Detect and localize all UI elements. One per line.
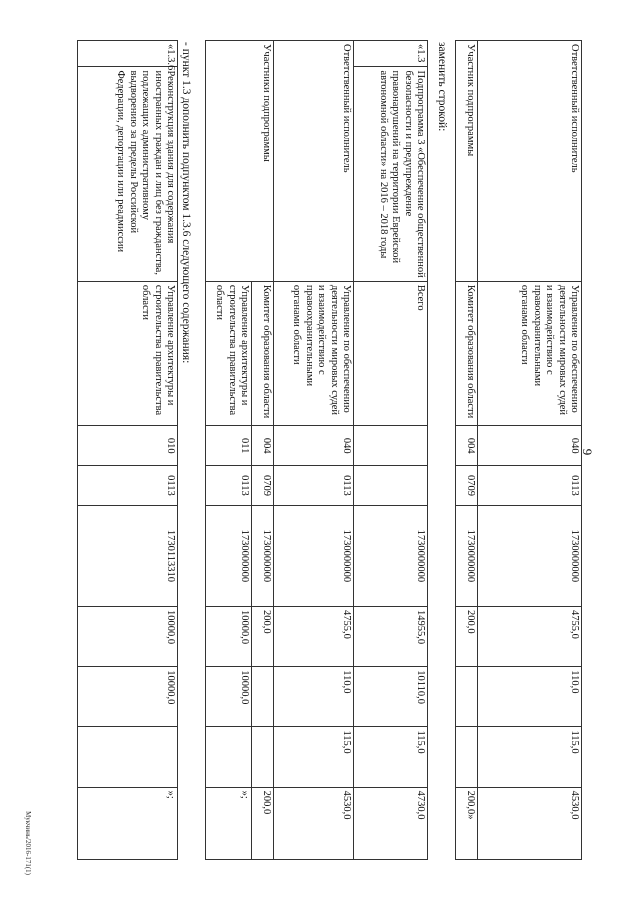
total-cell: 10000,0 (206, 607, 252, 667)
csr-cell: 1730000000 (274, 505, 354, 606)
replace-note: заменить строкой: (436, 42, 448, 132)
table-row (78, 41, 178, 860)
executor-cell: Всего (354, 281, 428, 426)
y2018-cell: 4530,0 (478, 787, 582, 859)
total-cell: 14955,0 (354, 607, 428, 667)
item-number: «1.3.6 (78, 41, 178, 67)
y2017-cell: 115,0 (274, 727, 354, 787)
table-row (478, 41, 582, 860)
y2017-cell (206, 727, 252, 787)
row-label: Ответственный исполнитель (274, 41, 354, 282)
executor-cell: Комитет образования области (456, 281, 478, 426)
y2017-cell (456, 727, 478, 787)
grbs-cell: 004 (456, 426, 478, 466)
y2016-cell: 10110,0 (354, 667, 428, 727)
y2018-cell: 4730,0 (354, 787, 428, 859)
row-label: Участник подпрограммы (456, 41, 478, 282)
csr-cell: 1730000000 (456, 505, 478, 606)
item-number: «1.3 (354, 41, 428, 67)
row-label: Ответственный исполнитель (478, 41, 582, 282)
total-cell: 10000,0 (78, 607, 178, 667)
y2016-cell: 10000,0 (78, 667, 178, 727)
y2018-cell: »; (206, 787, 252, 859)
executor-cell: Управление архитектуры и строительства правительства области (78, 281, 178, 426)
y2018-cell: »; (78, 787, 178, 859)
grbs-cell: 010 (78, 426, 178, 466)
subprogram-name: Подпрограмма 3 «Обеспечение общественной безопасности и предупреждение правонарушений на территории Еврейской автономной области» на 2016 – 2018 годы (354, 67, 428, 281)
table-block-3 (77, 40, 178, 860)
footer-code: Мукчинь/2016-171(1) (24, 811, 32, 875)
csr-cell: 1730000000 (354, 505, 428, 606)
y2017-cell (78, 727, 178, 787)
executor-cell: Управление по обеспечению деятельности мировых судей и взаимодействию с правоохранительными органами области (274, 281, 354, 426)
grbs-cell: 011 (206, 426, 252, 466)
total-cell: 200,0 (456, 607, 478, 667)
y2016-cell: 10000,0 (206, 667, 252, 727)
y2018-cell: 200,0 (252, 787, 274, 859)
y2018-cell: 4530,0 (274, 787, 354, 859)
y2017-cell (252, 727, 274, 787)
y2016-cell: 110,0 (478, 667, 582, 727)
grbs-cell: 040 (274, 426, 354, 466)
grbs-cell (354, 426, 428, 466)
table-row (274, 41, 354, 860)
add-note: - пункт 1.3 дополнить подпунктом 1.3.6 следующего содержания: (180, 42, 192, 364)
csr-cell: 1730000000 (478, 505, 582, 606)
grbs-cell: 004 (252, 426, 274, 466)
csr-cell: 1730113310 (78, 505, 178, 606)
table-row (252, 41, 274, 860)
y2016-cell (252, 667, 274, 727)
page-number: 9 (580, 448, 595, 456)
y2018-cell: 200,0» (456, 787, 478, 859)
y2017-cell: 115,0 (478, 727, 582, 787)
executor-cell: Комитет образования области (252, 281, 274, 426)
rz-cell: 0709 (252, 466, 274, 506)
rz-cell: 0113 (478, 466, 582, 506)
row-label: Участники подпрограммы (206, 41, 274, 282)
measure-name: Реконструкция здания для содержания иностранных граждан и лиц без гражданства, подлежащих административному выдворению за пределы Российской Федерации, депортации или реадмиссии (78, 67, 178, 281)
table-block-1 (455, 40, 582, 860)
rz-cell: 0709 (456, 466, 478, 506)
rz-cell: 0113 (78, 466, 178, 506)
total-cell: 200,0 (252, 607, 274, 667)
csr-cell: 1730000000 (252, 505, 274, 606)
total-cell: 4755,0 (274, 607, 354, 667)
y2017-cell: 115,0 (354, 727, 428, 787)
total-cell: 4755,0 (478, 607, 582, 667)
rz-cell: 0113 (206, 466, 252, 506)
rz-cell (354, 466, 428, 506)
csr-cell: 1730000000 (206, 505, 252, 606)
table-row (354, 41, 428, 860)
table-row (456, 41, 478, 860)
executor-cell: Управление по обеспечению деятельности мировых судей и взаимодействию с правоохранительными органами области (478, 281, 582, 426)
table-block-2 (205, 40, 428, 860)
rz-cell: 0113 (274, 466, 354, 506)
y2016-cell: 110,0 (274, 667, 354, 727)
grbs-cell: 040 (478, 426, 582, 466)
executor-cell: Управление архитектуры и строительства правительства области (206, 281, 252, 426)
y2016-cell (456, 667, 478, 727)
